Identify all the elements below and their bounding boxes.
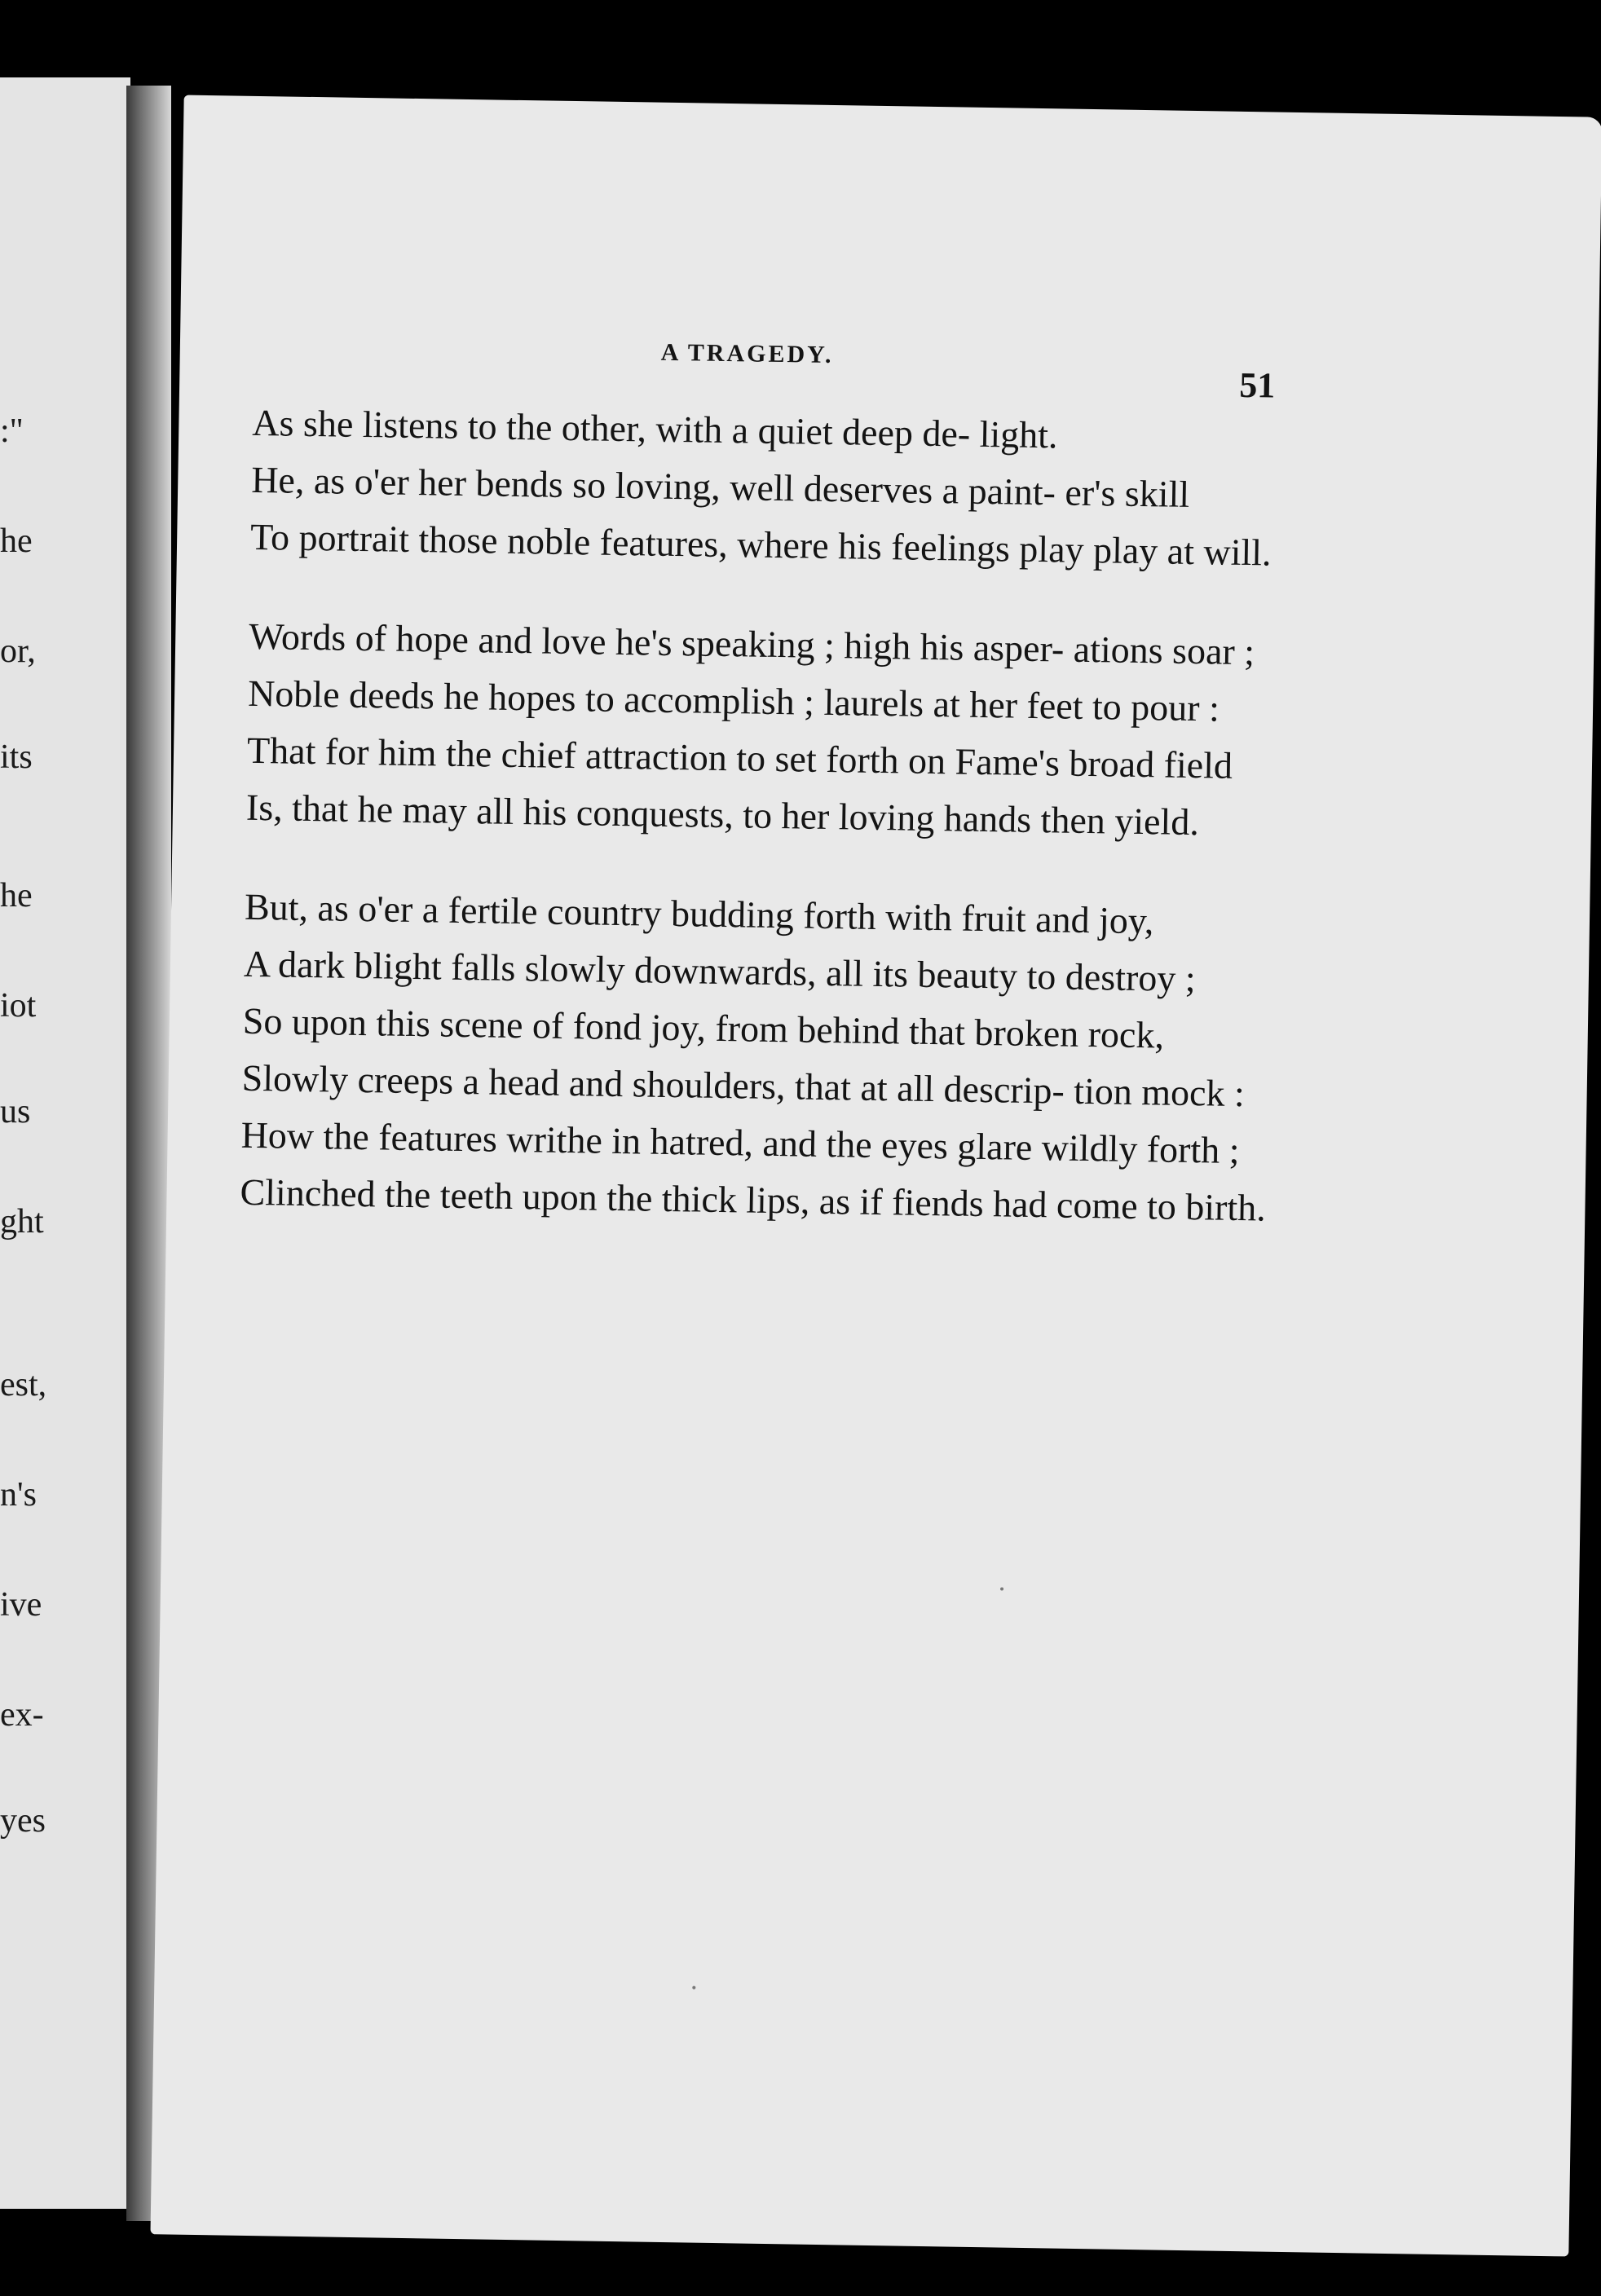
page-number: 51 [1238, 364, 1276, 406]
paper-speck [692, 1986, 695, 1990]
verse-line: But, as o'er a fertile country budding forth with fruit and joy, [244, 885, 1154, 942]
verse-line: Words of hope and love he's speaking ; high his asper- ations soar ; [248, 615, 1255, 673]
verse-line: Noble deeds he hopes to accomplish ; laurels at her feet to pour : [247, 672, 1220, 729]
verse-line: To portrait those noble features, where his feelings play play at will. [249, 515, 1272, 574]
left-page-fragment: iot [0, 987, 37, 1025]
verse-line: Is, that he may all his conquests, to her loving hands then yield. [245, 786, 1200, 844]
left-page-fragment: yes [0, 1802, 46, 1840]
left-page-fragment: ght [0, 1203, 44, 1241]
verse-line: A dark blight falls slowly downwards, all its beauty to destroy ; [243, 942, 1196, 1000]
left-page-fragment: est, [0, 1366, 47, 1404]
verse-line: Slowly creeps a head and shoulders, that at all descrip- tion mock : [241, 1056, 1246, 1115]
left-facing-page [0, 77, 130, 2209]
verse-line: As she listens to the other, with a quiet deep de- light. [252, 401, 1058, 456]
verse-line: Clinched the teeth upon the thick lips, as if fiends had come to birth. [240, 1170, 1267, 1229]
book-page [150, 95, 1601, 2256]
verse-line: How the features writhe in hatred, and the eyes glare wildly forth ; [240, 1113, 1240, 1171]
stanza [246, 611, 1293, 849]
left-page-fragment: n's [0, 1476, 37, 1514]
left-page-fragment: he [0, 877, 33, 914]
verse-line: That for him the chief attraction to set forth on Fame's broad field [246, 729, 1233, 787]
left-page-fragment: ive [0, 1586, 42, 1624]
paper-speck [1000, 1587, 1003, 1590]
left-page-fragment: ex- [0, 1696, 44, 1734]
verse-line: He, as o'er her bends so loving, well deserves a paint- er's skill [250, 458, 1190, 515]
left-page-fragment: us [0, 1093, 31, 1130]
running-head: A TRAGEDY. [660, 338, 834, 369]
stanza [250, 398, 1296, 579]
left-page-fragment: its [0, 738, 33, 776]
left-page-fragment: :" [0, 412, 24, 450]
left-page-fragment: or, [0, 632, 36, 670]
left-page-fragment: he [0, 522, 33, 560]
stanza [240, 882, 1288, 1234]
verse-line: So upon this scene of fond joy, from behind that broken rock, [242, 999, 1165, 1056]
poem-body [239, 398, 1296, 1283]
